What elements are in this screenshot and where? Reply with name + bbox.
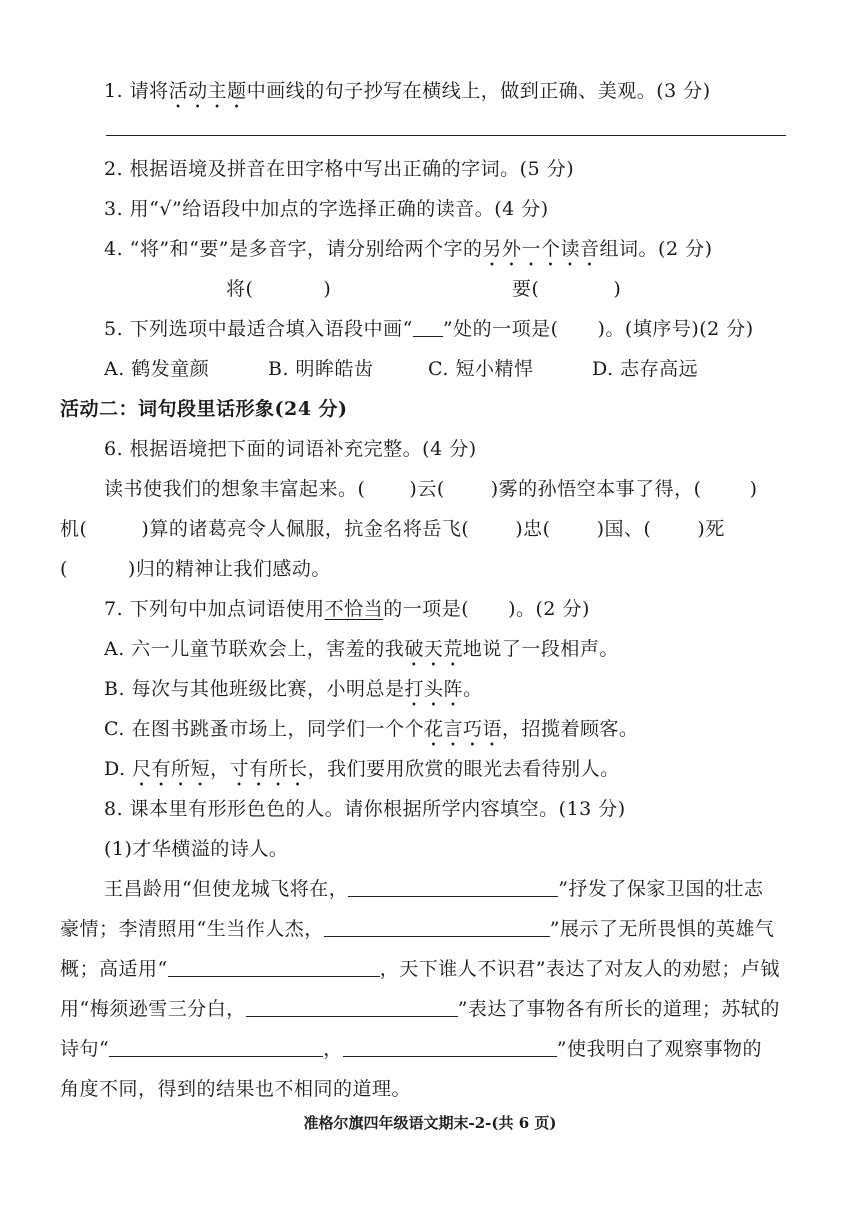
q8-line-5 xyxy=(60,1036,805,1062)
q5-option-b[interactable]: B. 明眸皓齿 xyxy=(268,358,374,380)
q8-blank-4[interactable] xyxy=(246,996,458,1017)
q8-l2-text-end: ”展示了无所畏惧的英雄气 xyxy=(549,918,775,940)
section-2-heading: 活动二：词句段里话形象(24 分) xyxy=(60,398,348,420)
q1-text-end: 中画线的句子抄写在横线上，做到正确、美观。(3 分) xyxy=(246,80,711,102)
q8-line-4 xyxy=(60,996,805,1022)
q7-option-c[interactable] xyxy=(104,716,804,751)
q8-line-3 xyxy=(60,956,805,982)
q7-d-dotted: 尺有所短，寸有所长 xyxy=(132,758,308,780)
question-8: 8. 课本里有形形色色的人。请你根据所学内容填空。(13 分) xyxy=(104,798,626,820)
q7-c-text-end: ，招揽着顾客。 xyxy=(501,718,639,740)
q6-text-c: )雾的孙悟空本事了得，( xyxy=(490,478,702,500)
q7-option-d[interactable] xyxy=(104,756,804,791)
q7-b-dotted: 打头阵 xyxy=(404,678,464,700)
question-2: 2. 根据语境及拼音在田字格中写出正确的字词。(5 分) xyxy=(104,158,575,180)
q8-blank-3[interactable] xyxy=(168,956,380,977)
q7-d-text: D. xyxy=(104,758,133,780)
q7-b-text-end: 。 xyxy=(463,678,483,700)
q6-line-1 xyxy=(104,476,804,502)
q7-a-text: A. 六一儿童节联欢会上，害羞的我 xyxy=(104,638,405,660)
q8-l5-text: 诗句“ xyxy=(60,1038,110,1060)
q8-l3-text: 概；高适用“ xyxy=(60,958,168,980)
q7-b-text: B. 每次与其他班级比赛，小明总是 xyxy=(104,678,405,700)
q8-l1-text: 王昌龄用“但使龙城飞将在， xyxy=(104,878,349,900)
q5-text: 5. 下列选项中最适合填入语段中画“ xyxy=(104,318,413,340)
q4-jiang-label: 将( xyxy=(226,278,254,300)
question-5 xyxy=(104,316,804,342)
q6-text-e: 机( xyxy=(60,518,88,540)
q4-yao-label: 要( xyxy=(512,278,540,300)
q6-text-f: )算的诸葛亮令人佩服，抗金名将岳飞( xyxy=(141,518,470,540)
q1-text: 1. 请将 xyxy=(104,80,169,102)
q6-text-h: )国、( xyxy=(596,518,652,540)
q8-l4-text-end: ”表达了事物各有所长的道理；苏轼的 xyxy=(457,998,780,1020)
question-3: 3. 用“√”给语段中加点的字选择正确的读音。(4 分) xyxy=(104,198,549,220)
q8-line-2 xyxy=(60,916,805,942)
q6-text-k: )归的精神让我们感动。 xyxy=(127,558,331,580)
q7-option-a[interactable] xyxy=(104,636,804,671)
q6-text-b: )云( xyxy=(409,478,445,500)
q8-blank-6[interactable] xyxy=(343,1036,557,1057)
q7-d-text-end: ，我们要用欣赏的眼光去看待别人。 xyxy=(307,758,620,780)
q5-option-c[interactable]: C. 短小精悍 xyxy=(428,358,534,380)
q6-text-i: )死 xyxy=(697,518,725,540)
page-footer: 准格尔旗四年级语文期末-2-(共 6 页) xyxy=(303,1114,557,1132)
q5-text-end: ”处的一项是( )。(填序号)(2 分) xyxy=(442,318,754,340)
question-1 xyxy=(104,78,804,113)
q8-l2-text: 豪情；李清照用“生当作人杰， xyxy=(60,918,324,940)
q5-option-d[interactable]: D. 志存高远 xyxy=(592,358,699,380)
q4-yao-blank[interactable] xyxy=(512,276,672,302)
q6-text-g: )忠( xyxy=(515,518,551,540)
q4-dotted: 另外一个读音 xyxy=(482,238,600,260)
q7-text: 7. 下列句中加点词语使用 xyxy=(104,598,325,620)
q6-text-a: 读书使我们的想象丰富起来。( xyxy=(104,478,366,500)
q5-blank xyxy=(413,316,443,337)
answer-line-q1[interactable] xyxy=(106,135,786,136)
q6-line-3 xyxy=(60,556,805,582)
q6-text-d: ) xyxy=(749,478,758,500)
q8-blank-2[interactable] xyxy=(324,916,550,937)
q8-blank-1[interactable] xyxy=(348,876,558,897)
question-4 xyxy=(104,236,804,271)
q5-option-a[interactable]: A. 鹤发童颜 xyxy=(104,358,210,380)
q7-a-dotted: 破天荒 xyxy=(404,638,463,660)
q7-c-dotted: 花言巧语 xyxy=(423,718,502,740)
q7-text-end: 的一项是( )。(2 分) xyxy=(383,598,590,620)
q6-text-j: ( xyxy=(60,558,68,580)
q7-option-b[interactable] xyxy=(104,676,804,711)
q8-blank-5[interactable] xyxy=(109,1036,323,1057)
q4-jiang-close: ) xyxy=(323,278,332,300)
q8-l5-text-end: ”使我明白了观察事物的 xyxy=(556,1038,762,1060)
q7-a-text-end: 地说了一段相声。 xyxy=(462,638,619,660)
q8-l4-text: 用“梅须逊雪三分白， xyxy=(60,998,246,1020)
q7-c-text: C. 在图书跳蚤市场上，同学们一个个 xyxy=(104,718,424,740)
q4-yao-close: ) xyxy=(613,278,622,300)
q8-sub-1: (1)才华横溢的诗人。 xyxy=(104,838,289,860)
question-6: 6. 根据语境把下面的词语补充完整。(4 分) xyxy=(104,438,477,460)
q4-jiang-blank[interactable] xyxy=(226,276,386,302)
q8-l3-text-end: ，天下谁人不识君”表达了对友人的劝慰；卢钺 xyxy=(379,958,780,980)
q8-l1-text-end: ”抒发了保家卫国的壮志 xyxy=(558,878,764,900)
q1-dotted: 活动主题 xyxy=(168,80,247,102)
q8-line-6: 角度不同，得到的结果也不相同的道理。 xyxy=(60,1078,412,1100)
q8-l5-comma: ， xyxy=(323,1038,343,1060)
q8-line-1 xyxy=(104,876,804,902)
q4-text: 4. “将”和“要”是多音字，请分别给两个字的 xyxy=(104,238,483,260)
q4-text-end: 组词。(2 分) xyxy=(599,238,713,260)
question-7 xyxy=(104,596,804,622)
q6-line-2 xyxy=(60,516,805,542)
q7-underlined: 不恰当 xyxy=(324,598,384,620)
